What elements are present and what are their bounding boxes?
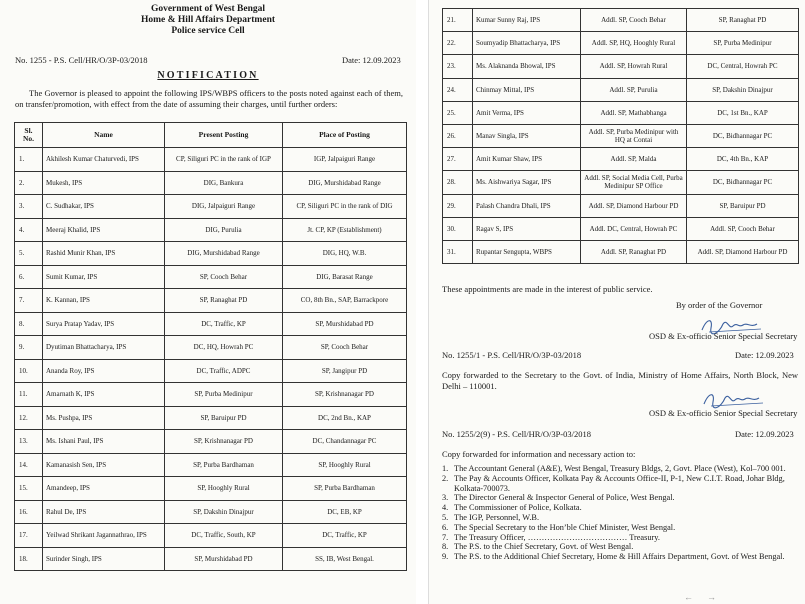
row-present-posting: Addl. SP, HQ, Hooghly Rural xyxy=(581,32,687,55)
row-present-posting: Addl. SP, Malda xyxy=(581,148,687,171)
row-serial: 1. xyxy=(15,148,43,172)
table-row xyxy=(443,194,799,217)
row-officer-name: Chinmay Mittal, IPS xyxy=(473,78,581,101)
row-place-of-posting: IGP, Jalpaiguri Range xyxy=(283,148,407,172)
table-header-row xyxy=(15,123,407,148)
row-serial: 7. xyxy=(15,289,43,313)
row-serial: 4. xyxy=(15,218,43,242)
list-item-text: The Accountant General (A&E), West Bengal, Treasury Bldgs, 2, Govt. Place (West), Kol–700 001. xyxy=(454,464,786,473)
list-item-text: The IGP, Personnel, W.B. xyxy=(454,512,540,522)
row-serial: 26. xyxy=(443,124,473,147)
notification-page-2 xyxy=(428,0,805,604)
row-place-of-posting: SP, Purba Bardhaman xyxy=(283,477,407,501)
posting-table-continued xyxy=(442,8,799,264)
row-officer-name: Mukesh, IPS xyxy=(43,171,165,195)
row-officer-name: C. Sudhakar, IPS xyxy=(43,195,165,219)
table-row xyxy=(443,171,799,194)
row-place-of-posting: SP, Krishnanagar PD xyxy=(283,383,407,407)
row-present-posting: DIG, Murshidabad Range xyxy=(165,242,283,266)
list-item-text: The Commissioner of Police, Kolkata. xyxy=(454,503,582,513)
row-serial: 22. xyxy=(443,32,473,55)
row-officer-name: Ananda Roy, IPS xyxy=(43,359,165,383)
row-present-posting: Addl. SP, Cooch Behar xyxy=(581,9,687,32)
row-present-posting: DC, Traffic, South, KP xyxy=(165,524,283,548)
row-present-posting: SP, Murshidabad PD xyxy=(165,547,283,571)
row-place-of-posting: DC, Chandannagar PC xyxy=(283,430,407,454)
list-item xyxy=(442,474,798,494)
table-row xyxy=(15,359,407,383)
list-item xyxy=(442,533,798,543)
table-row xyxy=(443,9,799,32)
row-present-posting: DIG, Bankura xyxy=(165,171,283,195)
table-row xyxy=(15,477,407,501)
page-gutter xyxy=(416,0,428,604)
table-row xyxy=(15,218,407,242)
table-row xyxy=(15,195,407,219)
table-row xyxy=(443,78,799,101)
row-place-of-posting: Jt. CP, KP (Establishment) xyxy=(283,218,407,242)
list-item-text: The P.S. to the Additional Chief Secretary, Home & Hill Affairs Department, Govt. of West Bengal. xyxy=(454,552,785,562)
row-present-posting: DC, HQ, Howrah PC xyxy=(165,336,283,360)
row-place-of-posting: SP, Murshidabad PD xyxy=(283,312,407,336)
row-officer-name: Palash Chandra Dhali, IPS xyxy=(473,194,581,217)
list-item xyxy=(442,464,798,474)
list-item xyxy=(442,503,798,513)
row-place-of-posting: DC, Bidhannagar PC xyxy=(687,171,799,194)
row-place-of-posting: DC, Traffic, KP xyxy=(283,524,407,548)
memo-number: No. 1255 - P.S. Cell/HR/O/3P-03/2018 xyxy=(15,55,148,65)
list-item-number: 9. xyxy=(442,552,449,562)
table-row xyxy=(15,524,407,548)
row-officer-name: Meeraj Khalid, IPS xyxy=(43,218,165,242)
row-place-of-posting: SP, Hooghly Rural xyxy=(283,453,407,477)
row-officer-name: Amit Kumar Shaw, IPS xyxy=(473,148,581,171)
list-item-text: The Pay & Accounts Officer, Kolkata Pay & Accounts Office-II, P-1, New C.I.T. Road, Johar Bldg, Kolkata-700073. xyxy=(454,473,785,493)
intro-paragraph: The Governor is pleased to appoint the following IPS/WBPS officers to the posts noted against each of them, on transfer/promotion, with effect from the date of assuming their charges, until further orders: xyxy=(15,88,403,109)
table-row xyxy=(443,240,799,263)
table-row xyxy=(15,336,407,360)
row-officer-name: Surinder Singh, IPS xyxy=(43,547,165,571)
row-present-posting: CP, Siliguri PC in the rank of IGP xyxy=(165,148,283,172)
row-officer-name: K. Kannan, IPS xyxy=(43,289,165,313)
table-row xyxy=(443,148,799,171)
row-serial: 6. xyxy=(15,265,43,289)
row-officer-name: Yeilwad Shrikant Jagannathrao, IPS xyxy=(43,524,165,548)
table-row xyxy=(443,32,799,55)
row-officer-name: Rupantar Sengupta, WBPS xyxy=(473,240,581,263)
table-row xyxy=(15,547,407,571)
copy1-text: Copy forwarded to the Secretary to the Govt. of India, Ministry of Home Affairs, North Block, New Delhi – 110001. xyxy=(442,370,798,391)
row-present-posting: Addl. DC, Central, Howrah PC xyxy=(581,217,687,240)
row-present-posting: Addl. SP, Purba Medinipur with HQ at Contai xyxy=(581,124,687,147)
copy1-date: Date: 12.09.2023 xyxy=(735,350,794,360)
table-row xyxy=(15,453,407,477)
row-officer-name: Dyutiman Bhattacharya, IPS xyxy=(43,336,165,360)
list-item xyxy=(442,552,798,562)
list-item-number: 5. xyxy=(442,512,449,522)
table-row xyxy=(443,101,799,124)
row-place-of-posting: CO, 8th Bn., SAP, Barrackpore xyxy=(283,289,407,313)
list-item-number: 1. xyxy=(442,464,449,473)
row-officer-name: Sumit Kumar, IPS xyxy=(43,265,165,289)
row-serial: 17. xyxy=(15,524,43,548)
row-place-of-posting: DC, 4th Bn., KAP xyxy=(687,148,799,171)
notification-title: NOTIFICATION xyxy=(157,70,259,81)
signatory-title-2: OSD & Ex-officio Senior Special Secretary xyxy=(649,408,798,418)
list-item xyxy=(442,542,798,552)
row-present-posting: DIG, Jalpaiguri Range xyxy=(165,195,283,219)
row-officer-name: Ms. Pushpa, IPS xyxy=(43,406,165,430)
col-header-place-of-posting: Place of Posting xyxy=(283,123,407,148)
row-serial: 3. xyxy=(15,195,43,219)
list-item xyxy=(442,493,798,503)
row-present-posting: SP, Ranaghat PD xyxy=(165,289,283,313)
row-serial: 29. xyxy=(443,194,473,217)
row-place-of-posting: DC, 1st Bn., KAP xyxy=(687,101,799,124)
row-place-of-posting: SS, IB, West Bengal. xyxy=(283,547,407,571)
table-row xyxy=(15,406,407,430)
row-place-of-posting: DIG, Murshidabad Range xyxy=(283,171,407,195)
row-place-of-posting: DC, EB, KP xyxy=(283,500,407,524)
table-row xyxy=(443,124,799,147)
row-serial: 13. xyxy=(15,430,43,454)
row-serial: 30. xyxy=(443,217,473,240)
table-row xyxy=(15,500,407,524)
row-place-of-posting: DC, Central, Howrah PC xyxy=(687,55,799,78)
list-item-number: 3. xyxy=(442,493,449,503)
row-officer-name: Surya Pratap Yadav, IPS xyxy=(43,312,165,336)
table-row xyxy=(15,148,407,172)
row-officer-name: Ms. Ishani Paul, IPS xyxy=(43,430,165,454)
row-officer-name: Amandeep, IPS xyxy=(43,477,165,501)
row-present-posting: DC, Traffic, KP xyxy=(165,312,283,336)
row-present-posting: Addl. SP, Purulia xyxy=(581,78,687,101)
col-header-present-posting: Present Posting xyxy=(165,123,283,148)
distribution-list xyxy=(442,464,798,562)
row-serial: 24. xyxy=(443,78,473,101)
row-officer-name: Amarnath K, IPS xyxy=(43,383,165,407)
row-officer-name: Akhilesh Kumar Chaturvedi, IPS xyxy=(43,148,165,172)
row-serial: 27. xyxy=(443,148,473,171)
row-place-of-posting: Addl. SP, Diamond Harbour PD xyxy=(687,240,799,263)
row-serial: 14. xyxy=(15,453,43,477)
list-item-number: 6. xyxy=(442,522,449,532)
signature-2 xyxy=(701,390,771,410)
copy2-number: No. 1255/2(9) - P.S. Cell/HR/O/3P-03/2018 xyxy=(442,429,591,439)
row-present-posting: SP, Hooghly Rural xyxy=(165,477,283,501)
row-place-of-posting: DC, 2nd Bn., KAP xyxy=(283,406,407,430)
row-serial: 16. xyxy=(15,500,43,524)
table-row xyxy=(15,430,407,454)
row-present-posting: Addl. SP, Howrah Rural xyxy=(581,55,687,78)
page-nav-hint: ←→ xyxy=(684,592,730,602)
signatory-title-1: OSD & Ex-officio Senior Special Secretary xyxy=(649,331,798,341)
row-officer-name: Ragav S, IPS xyxy=(473,217,581,240)
row-present-posting: DIG, Purulia xyxy=(165,218,283,242)
list-item-number: 4. xyxy=(442,503,449,513)
row-serial: 5. xyxy=(15,242,43,266)
row-serial: 21. xyxy=(443,9,473,32)
row-place-of-posting: Addl. SP, Cooch Behar xyxy=(687,217,799,240)
row-present-posting: Addl. SP, Mathabhanga xyxy=(581,101,687,124)
row-place-of-posting: DIG, HQ, W.B. xyxy=(283,242,407,266)
row-serial: 18. xyxy=(15,547,43,571)
table-row xyxy=(15,289,407,313)
list-item xyxy=(442,513,798,523)
row-present-posting: SP, Purba Bardhaman xyxy=(165,453,283,477)
row-officer-name: Rahul De, IPS xyxy=(43,500,165,524)
cell-header: Police service Cell xyxy=(171,26,245,36)
row-officer-name: Ms. Alaknanda Bhowal, IPS xyxy=(473,55,581,78)
by-order-line: By order of the Governor xyxy=(676,300,763,310)
row-officer-name: Kamanasish Sen, IPS xyxy=(43,453,165,477)
row-place-of-posting: SP, Dakshin Dinajpur xyxy=(687,78,799,101)
row-officer-name: Rashid Munir Khan, IPS xyxy=(43,242,165,266)
list-item-number: 8. xyxy=(442,542,449,552)
list-item-text: The Special Secretary to the Hon’ble Chief Minister, West Bengal. xyxy=(454,522,676,532)
row-officer-name: Kumar Sunny Raj, IPS xyxy=(473,9,581,32)
row-serial: 25. xyxy=(443,101,473,124)
row-serial: 15. xyxy=(15,477,43,501)
row-present-posting: SP, Purba Medinipur xyxy=(165,383,283,407)
table-row xyxy=(443,55,799,78)
row-place-of-posting: DC, Bidhannagar PC xyxy=(687,124,799,147)
row-place-of-posting: SP, Purba Medinipur xyxy=(687,32,799,55)
list-item-text: The P.S. to the Chief Secretary, Govt. of West Bengal. xyxy=(454,542,634,552)
table-row xyxy=(443,217,799,240)
row-present-posting: SP, Cooch Behar xyxy=(165,265,283,289)
posting-table xyxy=(14,122,407,571)
row-place-of-posting: SP, Cooch Behar xyxy=(283,336,407,360)
row-serial: 31. xyxy=(443,240,473,263)
table-row xyxy=(15,171,407,195)
row-present-posting: Addl. SP, Social Media Cell, Purba Medinipur SP Office xyxy=(581,171,687,194)
list-item xyxy=(442,523,798,533)
copy1-number: No. 1255/1 - P.S. Cell/HR/O/3P-03/2018 xyxy=(442,350,582,360)
row-present-posting: SP, Dakshin Dinajpur xyxy=(165,500,283,524)
row-present-posting: DC, Traffic, ADPC xyxy=(165,359,283,383)
list-item-text: The Treasury Officer, ……………………………… Treasury. xyxy=(454,532,660,542)
table-row xyxy=(15,265,407,289)
row-place-of-posting: SP, Ranaghat PD xyxy=(687,9,799,32)
row-officer-name: Ms. Aishwariya Sagar, IPS xyxy=(473,171,581,194)
row-serial: 28. xyxy=(443,171,473,194)
row-serial: 9. xyxy=(15,336,43,360)
copy2-intro: Copy forwarded for information and necessary action to: xyxy=(442,449,636,459)
row-place-of-posting: SP, Baruipur PD xyxy=(687,194,799,217)
row-serial: 2. xyxy=(15,171,43,195)
department-header: Home & Hill Affairs Department xyxy=(140,15,276,25)
list-item-number: 2. xyxy=(442,473,449,483)
row-serial: 11. xyxy=(15,383,43,407)
row-present-posting: SP, Krishnanagar PD xyxy=(165,430,283,454)
table-row xyxy=(15,383,407,407)
closing-note: These appointments are made in the interest of public service. xyxy=(442,284,653,294)
row-serial: 12. xyxy=(15,406,43,430)
col-header-name: Name xyxy=(43,123,165,148)
list-item-number: 7. xyxy=(442,532,449,542)
row-present-posting: SP, Baruipur PD xyxy=(165,406,283,430)
row-place-of-posting: CP, Siliguri PC in the rank of DIG xyxy=(283,195,407,219)
row-serial: 10. xyxy=(15,359,43,383)
row-officer-name: Amit Verma, IPS xyxy=(473,101,581,124)
row-serial: 8. xyxy=(15,312,43,336)
govt-header: Government of West Bengal xyxy=(150,4,266,14)
col-header-slno: Sl. No. xyxy=(15,123,43,148)
row-present-posting: Addl. SP, Diamond Harbour PD xyxy=(581,194,687,217)
row-place-of-posting: SP, Jangipur PD xyxy=(283,359,407,383)
row-place-of-posting: DIG, Barasat Range xyxy=(283,265,407,289)
row-serial: 23. xyxy=(443,55,473,78)
copy2-date: Date: 12.09.2023 xyxy=(735,429,794,439)
row-officer-name: Manav Singla, IPS xyxy=(473,124,581,147)
table-row xyxy=(15,312,407,336)
list-item-text: The Director General & Inspector General of Police, West Bengal. xyxy=(454,493,675,503)
row-present-posting: Addl. SP, Ranaghat PD xyxy=(581,240,687,263)
memo-date: Date: 12.09.2023 xyxy=(342,55,401,65)
row-officer-name: Soumyadip Bhattacharya, IPS xyxy=(473,32,581,55)
table-row xyxy=(15,242,407,266)
